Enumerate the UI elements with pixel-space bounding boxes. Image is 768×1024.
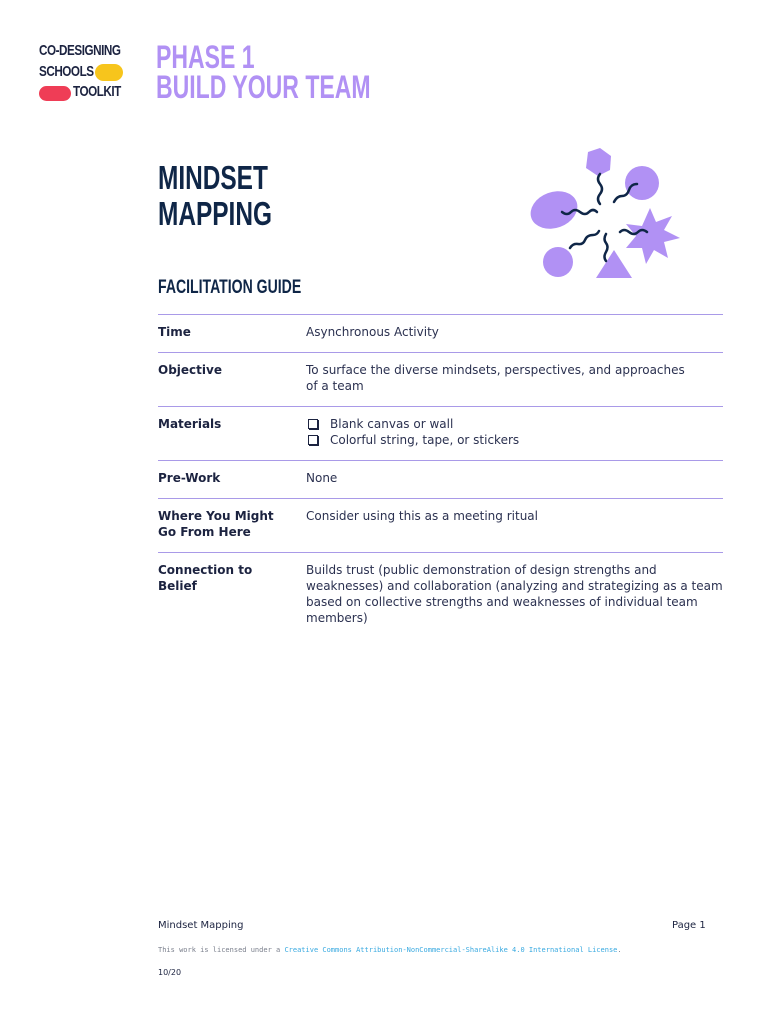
star-shape [626,208,680,264]
row-label-where [158,508,306,540]
title-line-1: MINDSET [158,159,268,196]
facilitation-table [158,314,723,638]
page-title [158,160,272,232]
row-value-connection [306,562,723,626]
row-label-time: Time [158,325,191,339]
license-prefix: This work is licensed under a [158,946,285,954]
connection-label-line-1: Connection to [158,563,253,577]
phase-heading [156,39,371,105]
row-value-prework: None [306,471,338,485]
squiggle-bottom-left [570,231,599,248]
license-suffix: . [617,946,622,954]
materials-item [306,416,723,432]
row-where-you-might-go [158,498,723,552]
row-label-objective: Objective [158,363,222,377]
phase-number: PHASE 1 [156,39,255,75]
logo-red-pill [39,86,71,101]
materials-item-label: Blank canvas or wall [330,417,454,431]
checkbox-icon [308,435,318,445]
checkbox-icon [308,419,318,429]
logo-yellow-pill [95,64,123,81]
row-value-materials [306,416,723,448]
triangle-shape [596,250,632,278]
row-label-materials: Materials [158,417,222,431]
connection-line-4: members) [306,611,368,625]
row-label-prework: Pre-Work [158,471,221,485]
logo-line-3: TOOLKIT [73,83,121,100]
row-value-time: Asynchronous Activity [306,325,439,339]
row-connection-to-belief [158,552,723,638]
row-label-connection [158,562,306,626]
where-label-line-1: Where You Might [158,509,274,523]
materials-item-label: Colorful string, tape, or stickers [330,433,520,447]
row-time [158,314,723,352]
row-objective [158,352,723,406]
mindset-illustration [522,142,688,287]
connection-line-3: based on collective strengths and weaknesses of individual team [306,595,698,609]
logo-line-1: CO-DESIGNING [39,42,121,59]
squiggle-bottom [605,234,608,261]
connection-line-2: weaknesses) and collaboration (analyzing and strategizing as a team [306,579,723,593]
circle-shape-top-right [625,166,659,200]
squiggle-top [598,174,602,204]
footer-document-name: Mindset Mapping [158,920,244,931]
footer-page-number: Page 1 [672,920,706,931]
hexagon-shape [586,148,611,176]
row-prework [158,460,723,498]
row-value-objective [306,362,723,394]
license-notice [158,946,622,954]
phase-name: BUILD YOUR TEAM [156,69,371,105]
connection-line-1: Builds trust (public demonstration of design strengths and [306,563,657,577]
footer-date: 10/20 [158,968,182,977]
row-materials [158,406,723,460]
connection-label-line-2: Belief [158,579,197,593]
license-link[interactable]: Creative Commons Attribution-NonCommercial-ShareAlike 4.0 International License [284,946,618,954]
toolkit-logo [38,42,128,104]
circle-shape-bottom-left [543,247,573,277]
objective-line-2: of a team [306,379,364,393]
materials-item [306,432,723,448]
facilitation-guide-heading: FACILITATION GUIDE [158,277,302,298]
title-line-2: MAPPING [158,195,272,232]
objective-line-1: To surface the diverse mindsets, perspectives, and approaches [306,363,685,377]
logo-line-2: SCHOOLS [39,63,94,80]
where-label-line-2: Go From Here [158,525,251,539]
row-value-where: Consider using this as a meeting ritual [306,509,538,523]
